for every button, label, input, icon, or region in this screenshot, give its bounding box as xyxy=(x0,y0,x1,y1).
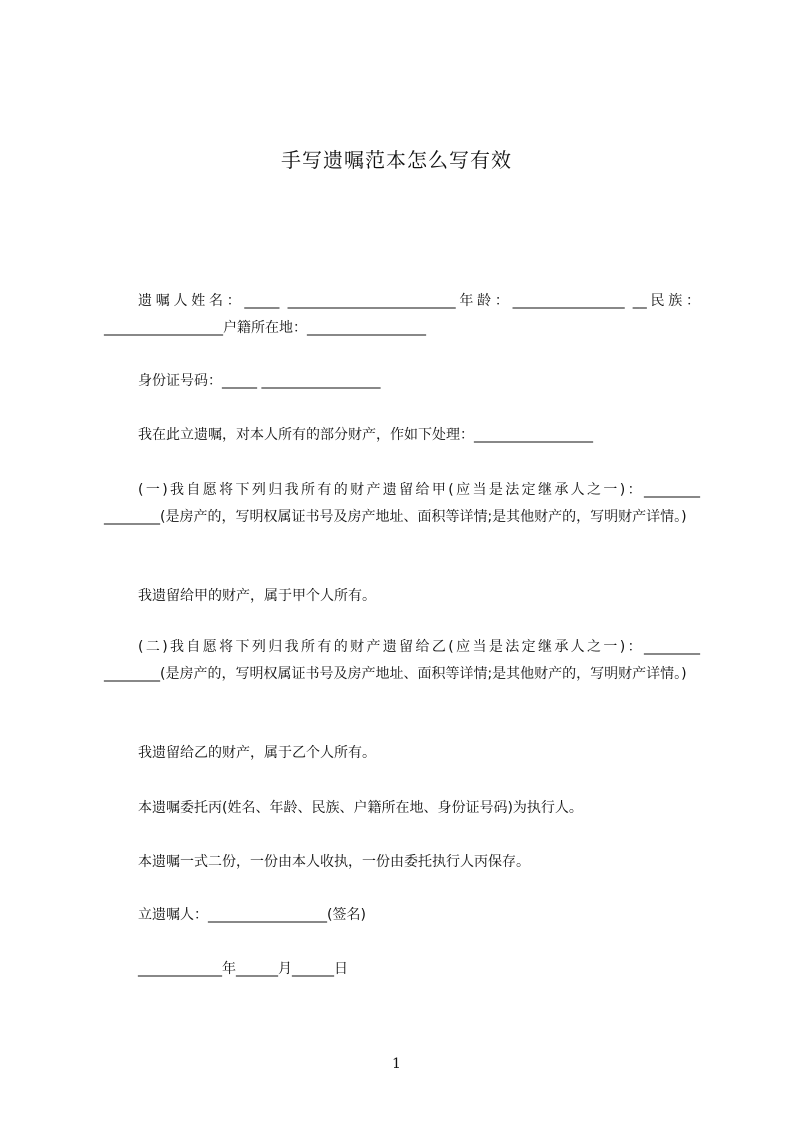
bequest-b-paragraph: (二)我自愿将下列归我所有的财产遗留给乙(应当是法定继承人之一)：________ ________(是房产的，写明权属证书号及房产地址、面积等详情;是其他财产的，写明财产详情。) xyxy=(104,639,700,682)
ownership-a-paragraph: 我遗留给甲的财产，属于甲个人所有。 xyxy=(138,588,376,604)
page-number: 1 xyxy=(392,1056,401,1072)
id-number-paragraph: 身份证号码：_____ _________________ xyxy=(138,373,381,389)
executor-paragraph: 本遗嘱委托丙(姓名、年龄、民族、户籍所在地、身份证号码)为执行人。 xyxy=(138,800,583,816)
testator-info-paragraph: 遗嘱人姓名：_____ ________________________年龄：________________ __民族：_________________户籍所在地：_________________ xyxy=(104,293,700,336)
document-title: 手写遗嘱范本怎么写有效 xyxy=(281,148,512,172)
signature-line: 立遗嘱人：_________________(签名) xyxy=(138,907,366,923)
ownership-b-paragraph: 我遗留给乙的财产，属于乙个人所有。 xyxy=(138,745,376,761)
declaration-paragraph: 我在此立遗嘱，对本人所有的部分财产，作如下处理：_________________ xyxy=(138,427,593,443)
bequest-a-paragraph: (一)我自愿将下列归我所有的财产遗留给甲(应当是法定继承人之一)：________ ________(是房产的，写明权属证书号及房产地址、面积等详情;是其他财产的，写明财产详情。) xyxy=(104,482,700,525)
copies-paragraph: 本遗嘱一式二份，一份由本人收执，一份由委托执行人丙保存。 xyxy=(138,854,530,870)
date-line: ____________年______月______日 xyxy=(138,961,348,977)
